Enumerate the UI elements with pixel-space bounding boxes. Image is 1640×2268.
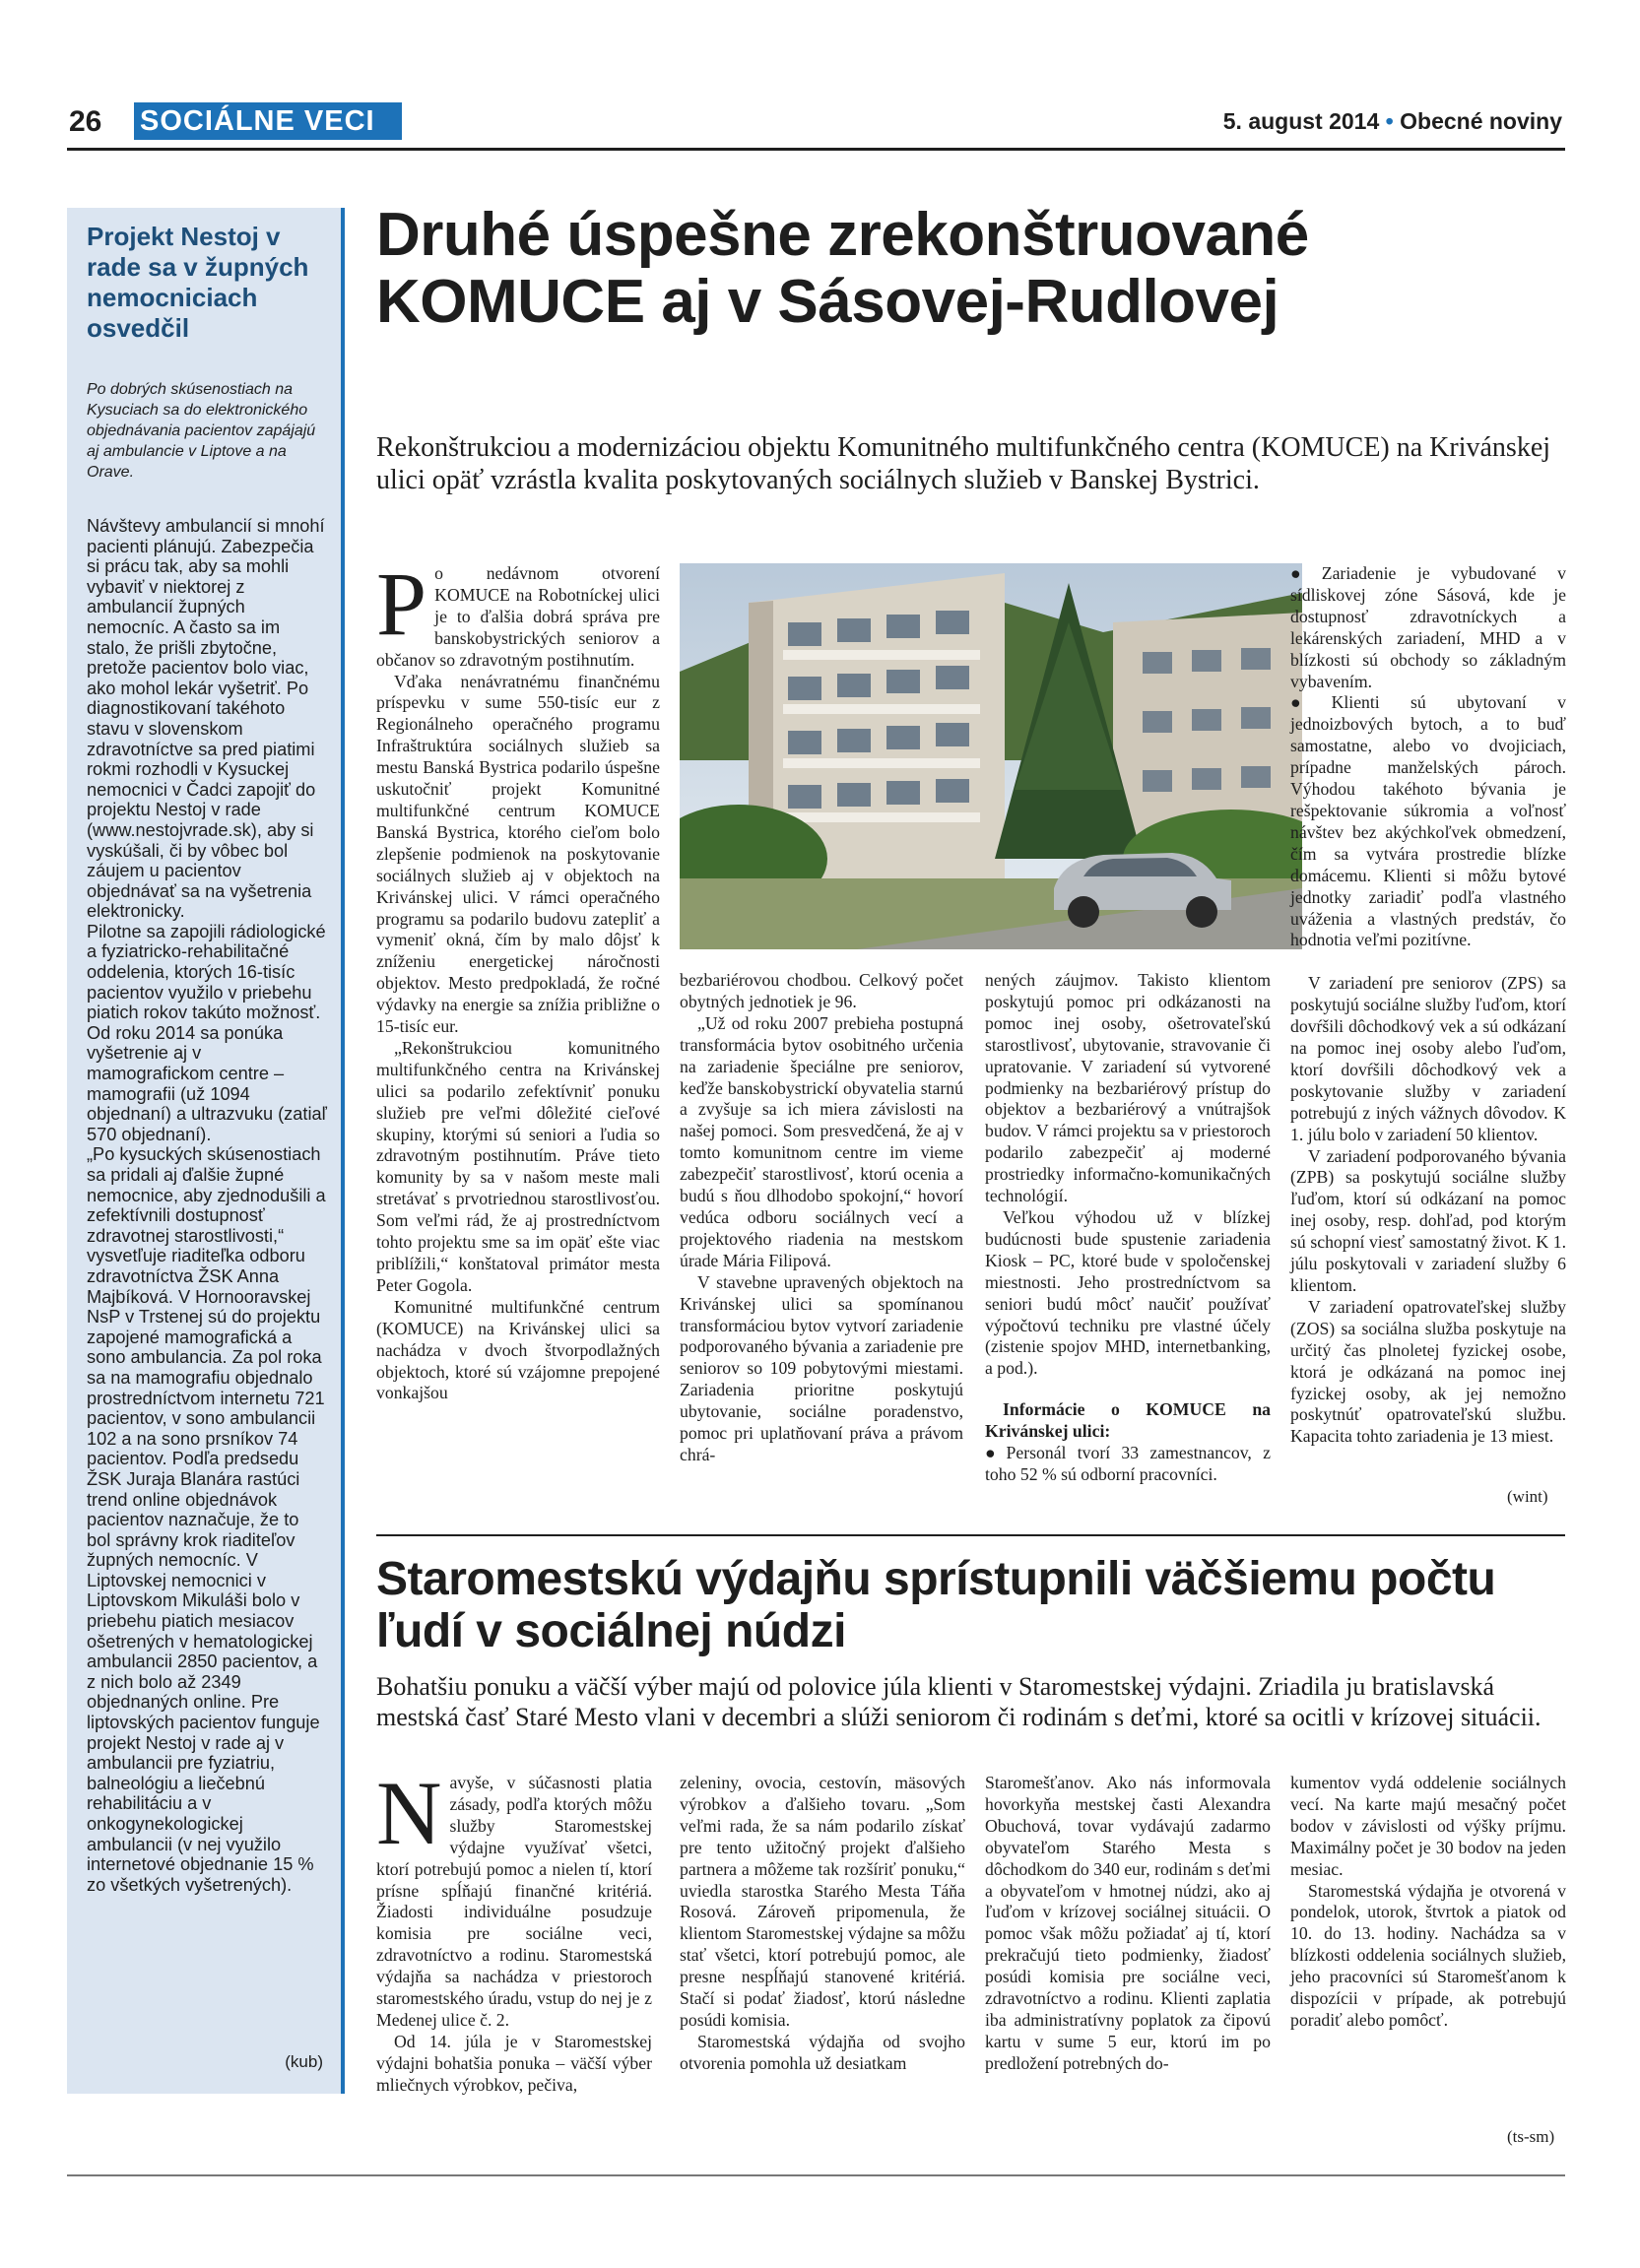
article2-signature: (ts-sm) xyxy=(1507,2127,1555,2146)
article1-signature: (wint) xyxy=(1507,1487,1548,1506)
article1-paragraph: bezbariérovou chodbou. Celkový počet obytných jednotiek je 96. xyxy=(680,970,963,1011)
issue-date: 5. august 2014 xyxy=(1222,108,1380,134)
sidebar-paragraph: Návštevy ambulancií si mnohí pacienti plánujú. Zabezpečia si prácu tak, aby sa mohli vybaviť v niektorej z ambulancií župných nemocníc. A často sa im stalo, že prišli zbytočne, pretože pacientov bolo viac, ako mohol lekár vyšetriť. Po diagnostikovaní takéhoto stavu v slovenskom zdravotníctve sa pred piatimi rokmi rozhodli v Kysuckej nemocnici v Čadci zapojiť do projektu Nestoj v rade (www.nestojvrade.sk), aby si vyskúšali, či by vôbec bol záujem u pacientov objednávať sa na vyšetrenia elektronicky. xyxy=(87,516,325,922)
sidebar-article xyxy=(67,208,345,2094)
article2-top-rule xyxy=(376,1534,1565,1536)
page-number: 26 xyxy=(69,105,102,138)
article1-column-2 xyxy=(680,970,963,1466)
article1-headline: Druhé úspešne zrekonštruované KOMUCE aj v Sásovej-Rudlovej xyxy=(376,201,1309,336)
sidebar-title: Projekt Nestoj v rade sa v župných nemocniciach osvedčil xyxy=(87,222,309,343)
article1-paragraph: „Rekonštrukciou komunitného multifunkčného centra na Krivánskej ulici sa podarilo zefektívniť ponuku služieb pre veľmi dôležité cieľové skupiny, ktorými sú seniori a ľudia so zdravotným postihnutím. Práve tieto komunity by sa v našom meste mali stretávať s prvotriednou starostlivosťou. Som veľmi rád, že aj prostredníctvom tohto projektu sme sa im opäť ešte viac priblížili,“ konštatoval primátor mesta Peter Gogola. xyxy=(376,1037,660,1295)
article2-paragraph: Staromestská výdajňa je otvorená v pondelok, utorok, štvrtok a piatok od 10. do 13. hodiny. Nachádza sa v blízkosti oddelenia sociálnych služieb, jeho pracovníci sú Staromešťanom k dispozícii v prípade, ak potrebujú poradiť alebo pomôcť. xyxy=(1290,1880,1566,2030)
article2-paragraph: zeleniny, ovocia, cestovín, mäsových výrobkov a ďalšieho tovaru. „Som veľmi rada, že sa nám podarilo získať pre tento užitočný projekt ďalšieho partnera a môžeme tak rozšíriť ponuku,“ uviedla starostka Starého Mesta Táňa Rosová. Zároveň pripomenula, že klientom Staromestskej výdajne sa môžu stať všetci, ktorí potrebujú pomoc, ale presne nespĺňajú stanovené kritériá. Stačí si podať žiadosť, ktorú následne posúdi komisia. xyxy=(680,1773,965,2030)
article1-column-3 xyxy=(985,970,1271,1486)
article2-paragraph: Staromešťanov. Ako nás informovala hovorkyňa mestskej časti Alexandra Obuchová, tovar vydávajú zadarmo obyvateľom Starého Mesta s dôchodkom do 340 eur, rodinám s deťmi a obyvateľom v hmotnej núdzi, ako aj ľuďom v krízovej sociálnej situácii. O pomoc však môžu požiadať aj tí, ktorí prekračujú tieto podmienky, žiadosť posúdi komisia pre sociálne veci, zdravotníctvo a rodinu. Klienti zaplatia iba administratívny poplatok za čipovú kartu v sume 5 eur, ktorú im po predložení potrebných do- xyxy=(985,1773,1271,2073)
article1-column-1 xyxy=(376,553,660,1404)
article2-column-4 xyxy=(1290,1773,1566,2032)
article1-paragraph: Veľkou výhodou už v blízkej budúcnosti bude spustenie zariadenia Kiosk – PC, ktoré bude v spoločenskej miestnosti. Jeho prostredníctvom sa seniori budú môcť naučiť používať výpočtovú techniku pre vlastné účely (zistenie spojov MHD, internetbanking, a pod.). xyxy=(985,1206,1271,1379)
page-bottom-rule xyxy=(67,2174,1565,2176)
article1-column-4 xyxy=(1290,563,1566,1448)
article1-paragraph: nených záujmov. Takisto klientom poskytujú pomoc pri odkázanosti na pomoc inej osoby, ošetrovateľskú starostlivosť, ubytovanie, stravovanie či upratovanie. V zariadení sú vytvorené podmienky na bezbariérový prístup do objektov a bezbariérový a vnútrajšok budov. V rámci projektu sa v priestoroch podarilo zabezpečiť aj moderné prostriedky informačno-komunikačných technológií. xyxy=(985,970,1271,1206)
article1-paragraph: V stavebne upravených objektoch na Krivánskej ulici sa spomínanou transformáciou bytov vytvorí zariadenie podporovaného bývania a zariadenie pre seniorov so 109 pobytovými miestami. Zariadenia prioritne poskytujú ubytovanie, sociálne poradenstvo, pomoc pri uplatňovaní práva a právom chrá- xyxy=(680,1271,963,1464)
article2-column-1 xyxy=(376,1763,652,2097)
article2-paragraph: Staromestská výdajňa od svojho otvorenia pomohla už desiatkam xyxy=(680,2031,965,2073)
article2-paragraph: kumentov vydá oddelenie sociálnych vecí. Na karte majú mesačný počet bodov v závislosti od výšky príjmu. Maximálny počet je 30 bodov na jeden mesiac. xyxy=(1290,1773,1566,1879)
info-box-heading: Informácie o KOMUCE na Krivánskej ulici: xyxy=(985,1399,1271,1442)
article2-column-3 xyxy=(985,1773,1271,2075)
article1-paragraph: „Už od roku 2007 prebieha postupná transformácia bytov osobitného určenia na zariadenie špeciálne pre seniorov, keďže banskobystrickí obyvatelia starnú a zvyšuje sa ich miera závislosti na našej pomoci. Som presvedčená, že aj v tomto komunitnom centre im vieme zabezpečiť starostlivosť, ktorú ocenia a budú s ňou dlhodobo spokojní,“ hovorí vedúca odboru sociálnych vecí a projektového riadenia na mestskom úrade Mária Filipová. xyxy=(680,1012,963,1270)
sidebar-paragraph: „Po kysuckých skúsenostiach sa pridali aj ďalšie župné nemocnice, aby zjednodušili a zefektívnili dostupnosť zdravotnej starostlivosti,“ vysvetľuje riaditeľka odboru zdravotníctva ŽSK Anna Majbíková. V Hornooravskej NsP v Trstenej sú do projektu zapojené mamografická a sono ambulancia. Za pol roka sa na mamografiu objednalo prostredníctvom internetu 721 pacientov, v sono ambulancii 102 a na sono prsníkov 74 pacientov. Podľa predsedu ŽSK Juraja Blanára rastúci trend online objednávok pacientov naznačuje, že to bol správny krok riaditeľov župných nemocníc. V Liptovskej nemocnici v Liptovskom Mikuláši bolo v priebehu piatich mesiacov ošetrených v hematologickej ambulancii 2850 pacientov, a z nich bolo až 2349 objednaných online. Pre liptovských pacientov funguje projekt Nestoj v rade aj v ambulancii pre fyziatriu, balneológiu a liečebnú rehabilitáciu a v onkogynekologickej ambulancii (v nej využilo internetové objednanie 15 % zo všetkých vyšetrených). xyxy=(87,1144,326,1895)
article1-paragraph: V zariadení podporovaného bývania (ZPB) sa poskytujú sociálne služby ľuďom, ktorí sú odkázaní na pomoc inej osoby, resp. dohľad, pod ktorým sú schopní viesť samostatný život. K 1. júlu poskytovali v zariadení služby 6 klientom. xyxy=(1290,1145,1566,1295)
article1-dropcap: P xyxy=(376,553,427,654)
article1-paragraph: Po nedávnom otvorení KOMUCE na Robotníckej ulici je to ďalšia dobrá správa pre banskobystrických seniorov a občanov so zdravotným postihnutím. xyxy=(376,553,660,670)
issue-dateline xyxy=(1223,108,1562,135)
article1-paragraph: V zariadení pre seniorov (ZPS) sa poskytujú sociálne služby ľuďom, ktorí dovŕšili dôchodkový vek a sú odkázaní na pomoc inej osoby alebo ľuďom, ktorí dovŕšili dôchodkový vek a poskytovanie služby v zariadení potrebujú z iných vážnych dôvodov. K 1. júlu bolo v zariadení 50 klientov. xyxy=(1290,973,1566,1144)
info-bullet: ● Klienti sú ubytovaní v jednoizbových bytoch, a to buď samostatne, alebo vo dvojiciach, prípadne manželských pároch. Výhodou takéhoto bývania je rešpektovanie súkromia a voľnosť návštev bez akýchkoľvek obmedzení, čím sa vytvára prostredie blízke domácemu. Klienti si môžu bytové jednotky zariadiť podľa vlastného uváženia a vlastných predstáv, čo hodnotia veľmi pozitívne. xyxy=(1290,692,1566,951)
publication-name: Obecné noviny xyxy=(1400,108,1562,134)
article2-paragraph: Od 14. júla je v Staromestskej výdajni bohatšia ponuka – väčší výber mliečnych výrobkov, pečiva, xyxy=(376,2031,652,2095)
building-photo-illustration xyxy=(680,563,1302,949)
header-rule xyxy=(67,148,1565,151)
article2-dropcap: N xyxy=(376,1763,442,1863)
article2-headline: Staromestskú výdajňu sprístupnili väčšiemu počtu ľudí v sociálnej núdzi xyxy=(376,1553,1496,1657)
article1-paragraph: Komunitné multifunkčné centrum (KOMUCE) na Krivánskej ulici sa nachádza v dvoch štvorpodlažných objektoch, ktoré sú vzájomne prepojené vonkajšou xyxy=(376,1296,660,1403)
article2-lead: Bohatšiu ponuku a väčší výber majú od polovice júla klienti v Staromestskej výdajni. Zriadila ju bratislavská mestská časť Staré Mesto vlani v decembri a slúži seniorom či rodinám s deťmi, ktoré sa ocitli v krízovej situácii. xyxy=(376,1672,1542,1731)
komuce-building-photo xyxy=(680,563,1302,949)
info-bullet: ● Zariadenie je vybudované v sídliskovej zóne Sásová, kde je dostupnosť zdravotníckych a lekárenských zariadení, MHD a v blízkosti sú obchody so základným vybavením. xyxy=(1290,563,1566,692)
article2-paragraph: Navyše, v súčasnosti platia zásady, podľa ktorých môžu služby Staromestskej výdajne využívať všetci, ktorí potrebujú pomoc a nielen tí, ktorí prísne spĺňajú finančné kritériá. Žiadosti individuálne posudzuje komisia pre sociálne veci, zdravotníctvo a rodinu. Staromestská výdajňa sa nachádza v priestoroch staromestského úradu, vstup do nej je z Medenej ulice č. 2. xyxy=(376,1763,652,2030)
article1-lead: Rekonštrukciou a modernizáciou objektu Komunitného multifunkčného centra (KOMUCE) na Krivánskej ulici opäť vzrástla kvalita poskytovaných sociálnych služieb v Banskej Bystrici. xyxy=(376,432,1551,495)
sidebar-body xyxy=(87,516,327,1895)
dateline-separator: • xyxy=(1385,108,1394,134)
info-bullet: ● Personál tvorí 33 zamestnancov, z toho 52 % sú odborní pracovníci. xyxy=(985,1443,1271,1486)
article1-paragraph: Vďaka nenávratnému finančnému príspevku v sume 550-tisíc eur z Regionálneho operačného programu Infraštruktúra sociálnych služieb sa mestu Banská Bystrica podarilo úspešne uskutočniť projekt Komunitné multifunkčné centrum KOMUCE Banská Bystrica, ktorého cieľom bolo zlepšenie podmienok na poskytovanie sociálnych služieb aj v objektoch na Krivánskej ulici. V rámci operačného programu sa podarilo budovu zatepliť a vymeniť okná, čím by malo dôjsť k zníženiu energetickej náročnosti objektov. Mesto predpokladá, že ročné výdavky na energie sa znížia približne o 15-tisíc eur. xyxy=(376,671,660,1037)
article1-paragraph: V zariadení opatrovateľskej služby (ZOS) sa sociálna služba poskytuje na určitý čas plnoletej fyzickej osobe, ktorá je odkázaná na pomoc inej fyzickej osoby, ak jej nemožno poskytnúť opatrovateľskú službu. Kapacita tohto zariadenia je 13 miest. xyxy=(1290,1296,1566,1447)
sidebar-lead: Po dobrých skúsenostiach na Kysuciach sa do elektronického objednávania pacientov zapájajú aj ambulancie v Liptove a na Orave. xyxy=(87,381,316,481)
article2-column-2 xyxy=(680,1773,965,2075)
sidebar-paragraph: Pilotne sa zapojili rádiologické a fyziatricko-rehabilitačné oddelenia, ktorých 16-tisíc pacientov využilo v priebehu piatich rokov takúto možnosť. Od roku 2014 sa ponúka vyšetrenie aj v mamografickom centre –mamografii (už 1094 objednaní) a ultrazvuku (zatiaľ 570 objednaní). xyxy=(87,921,327,1144)
section-label: SOCIÁLNE VECI xyxy=(134,102,402,140)
sidebar-signature: (kub) xyxy=(285,2052,323,2071)
